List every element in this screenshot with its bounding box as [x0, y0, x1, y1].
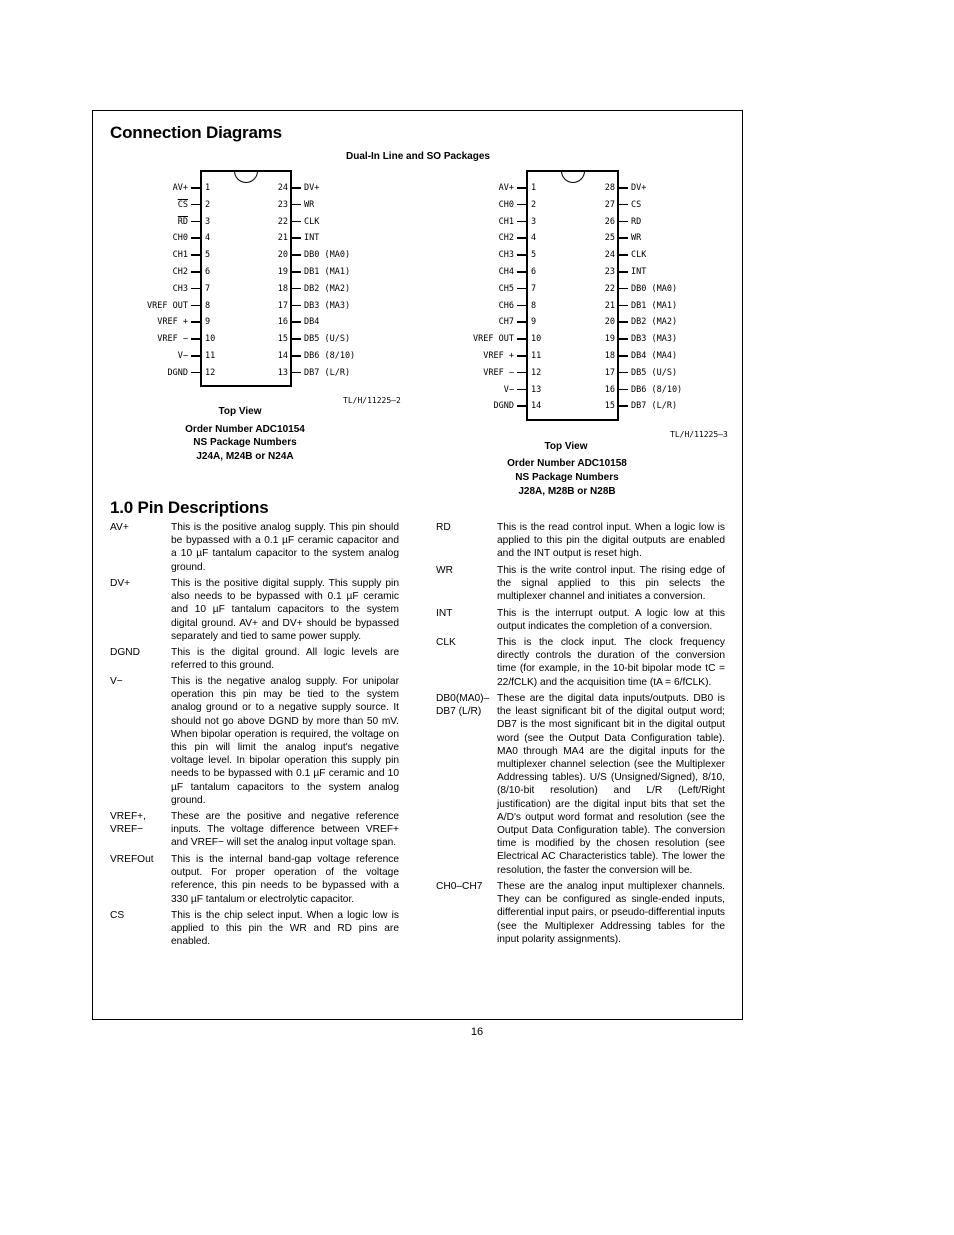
pin-number: 13 [277, 367, 288, 378]
pin-label: DB1 (MA1) [631, 300, 678, 311]
pin-lead [292, 338, 301, 340]
pin-label: VREF + [157, 317, 188, 328]
pin-definition: These are the analog input multiplexer channels. They can be configured as single-ended inputs, differential input pairs, or pseudo-differential inputs (see the Multiplexer Addressing tables for the input polarity assignments). [497, 881, 725, 945]
package-list: J24A, M24B or N24A [196, 451, 294, 462]
pin-lead [517, 405, 526, 407]
pin-lead [191, 271, 200, 273]
package-numbers-label: NS Package Numbers [515, 472, 619, 483]
order-number: Order Number ADC10154 [185, 424, 305, 435]
pin-label: DB0 (MA0) [304, 250, 351, 261]
pin-lead [619, 405, 628, 407]
pin-number: 25 [604, 233, 615, 244]
pin-label: $\overline{CS}$ [177, 199, 188, 210]
pin-label: VREF + [483, 351, 514, 361]
pin-number: 24 [604, 250, 615, 261]
pin-number: 23 [604, 267, 615, 277]
pin-number: 10 [205, 334, 216, 345]
pin-lead [619, 355, 628, 357]
pin-label: CH6 [498, 300, 514, 311]
pin-lead [517, 221, 526, 223]
pin-lead [619, 254, 628, 256]
pin-number: 22 [604, 283, 615, 294]
pin-number: 9 [531, 317, 537, 328]
pin-lead [619, 338, 628, 340]
pin-description [436, 607, 725, 633]
pin-number: 3 [205, 216, 211, 227]
pin-lead [191, 187, 200, 189]
pin-descriptions-title: 1.0 Pin Descriptions [110, 498, 269, 517]
pin-number: 7 [205, 283, 211, 294]
pin-number: 18 [277, 283, 288, 294]
pin-label: CH0 [172, 233, 188, 244]
pin-lead [517, 355, 526, 357]
pin-definition: This is the clock input. The clock frequency directly controls the duration of the conversion time (for example, in the 10-bit bipolar mode tC = 22/fCLK) and the acquisition time (tA = 6/fCLK). [497, 637, 725, 688]
figure-ref: TL/H/11225–3 [670, 430, 728, 439]
pin-lead [619, 389, 628, 391]
pin-number: 5 [531, 250, 537, 261]
pin-number: 6 [531, 267, 537, 277]
pin-label: CH0 [498, 199, 514, 210]
pin-lead [191, 338, 200, 340]
pin-label: DGND [167, 367, 188, 378]
pin-number: 27 [604, 199, 615, 210]
pin-number: 5 [205, 250, 211, 261]
pin-lead [517, 321, 526, 323]
pin-label: INT [304, 233, 320, 244]
pin-label: INT [631, 267, 647, 277]
pin-number: 1 [531, 183, 537, 193]
pin-label: DB5 (U/S) [304, 334, 351, 345]
pin-term: AV+ [110, 522, 129, 533]
pin-number: 24 [277, 183, 288, 193]
pin-lead [191, 372, 200, 374]
pin-lead [517, 305, 526, 307]
pin-label: DV+ [631, 183, 647, 193]
pin-number: 13 [531, 384, 542, 395]
pin-lead [619, 305, 628, 307]
pin-lead [292, 372, 301, 374]
pin-term: DB0(MA0)– DB7 (L/R) [436, 693, 490, 718]
pin-number: 14 [277, 351, 288, 361]
pin-label: V− [177, 351, 188, 361]
pin-number: 16 [277, 317, 288, 328]
pin-definition: This is the interrupt output. A logic low at this output indicates the completion of a conversion. [497, 608, 725, 633]
pin-label: WR [304, 199, 315, 210]
pin-lead [191, 288, 200, 290]
pin-term: CLK [436, 637, 456, 648]
pin-label: DB2 (MA2) [304, 283, 351, 294]
pin-number: 14 [531, 401, 542, 412]
pin-number: 1 [205, 183, 211, 193]
pin-number: 4 [531, 233, 537, 244]
pin-lead [619, 321, 628, 323]
pin-description [110, 646, 399, 672]
pin-term: CH0–CH7 [436, 881, 483, 892]
pin-description [110, 810, 399, 850]
pin-label: DB3 (MA3) [631, 334, 678, 345]
pin-label: CH2 [172, 267, 188, 277]
pin-label: DB7 (L/R) [304, 367, 351, 378]
pin-lead [619, 372, 628, 374]
pin-description [110, 577, 399, 643]
pin-definition: This is the write control input. The rising edge of the signal applied to this pin selects the multiplexer channel and initiates a conversion. [497, 565, 725, 603]
pin-label: AV+ [498, 183, 514, 193]
pin-label: DB7 (L/R) [631, 401, 678, 412]
pin-lead [517, 204, 526, 206]
pin-number: 12 [205, 367, 216, 378]
pin-description [436, 564, 725, 604]
pin-number: 4 [205, 233, 211, 244]
pin-term: CS [110, 910, 125, 921]
pin-label: VREF − [157, 334, 188, 345]
pin-definition: These are the positive and negative reference inputs. The voltage difference between VREF+ and VREF− will set the analog input voltage span. [171, 811, 399, 849]
pin-number: 11 [205, 351, 216, 361]
pin-label: DB2 (MA2) [631, 317, 678, 328]
pin-lead [292, 204, 301, 206]
pin-number: 6 [205, 267, 211, 277]
pin-lead [619, 187, 628, 189]
pin-number: 11 [531, 351, 542, 361]
pin-label: DB1 (MA1) [304, 267, 351, 277]
pin-lead [619, 204, 628, 206]
pin-number: 22 [277, 216, 288, 227]
pin-label: RD [631, 216, 642, 227]
pin-lead [292, 187, 301, 189]
pin-label: DV+ [304, 183, 320, 193]
package-caption: Dual-In Line and SO Packages [346, 151, 490, 162]
pin-label: CH2 [498, 233, 514, 244]
pin-label: DB4 [304, 317, 320, 328]
pin-number: 20 [277, 250, 288, 261]
pin-term: INT [436, 608, 453, 619]
pin-number: 19 [277, 267, 288, 277]
pin-term: V− [110, 676, 123, 687]
page-number: 16 [470, 1026, 484, 1038]
pin-label: DGND [493, 401, 514, 412]
pin-label: CLK [304, 216, 320, 227]
pin-description [436, 521, 725, 561]
pin-number: 8 [531, 300, 537, 311]
pin-number: 21 [277, 233, 288, 244]
pin-lead [619, 237, 628, 239]
pin-lead [517, 338, 526, 340]
pin-description [436, 636, 725, 689]
section-title: Connection Diagrams [110, 123, 282, 142]
pin-number: 3 [531, 216, 537, 227]
pin-number: 8 [205, 300, 211, 311]
pin-term: DV+ [110, 578, 131, 589]
pin-label: AV+ [172, 183, 188, 193]
pin-number: 18 [604, 351, 615, 361]
package-list: J28A, M28B or N28B [518, 486, 616, 497]
pin-description [110, 675, 399, 807]
pin-label: DB5 (U/S) [631, 367, 678, 378]
pin-label: DB6 (8/10) [631, 384, 683, 395]
pin-label: DB4 (MA4) [631, 351, 678, 361]
pin-number: 17 [604, 367, 615, 378]
pin-definition: This is the positive analog supply. This pin should be bypassed with a 0.1 µF ceramic capacitor and a 10 µF tantalum capacitor to the system analog ground. [171, 522, 399, 573]
pin-lead [292, 237, 301, 239]
pin-label: VREF OUT [147, 300, 188, 311]
pin-number: 23 [277, 199, 288, 210]
pin-label: DB6 (8/10) [304, 351, 356, 361]
pin-label: DB3 (MA3) [304, 300, 351, 311]
pin-label: CH3 [498, 250, 514, 261]
pin-lead [619, 288, 628, 290]
pin-number: 9 [205, 317, 211, 328]
pin-lead [292, 221, 301, 223]
pin-description [436, 692, 725, 877]
pin-label: CS [631, 199, 642, 210]
pin-lead [619, 271, 628, 273]
figure-ref: TL/H/11225–2 [343, 396, 401, 405]
pin-number: 17 [277, 300, 288, 311]
pin-lead [292, 288, 301, 290]
pin-label: $\overline{RD}$ [177, 216, 188, 227]
pin-definition: These are the digital data inputs/outputs. DB0 is the least significant bit of the digital output word; DB7 is the most significant bit in the digital output word (see the Output Data Configuration table). MA0 through MA4 are the digital inputs for the multiplexer channel selection (see the Multiplexer Addressing tables). U/S (Unsigned/Signed), 8/10, (8/10-bit resolution) and L/R (Left/Right justification) are the digital input bits that set the A/D's output word format and resolution (see the Output Data Configuration table). The conversion time is modified by the chosen resolution (see Electrical AC Characteristics table). The lower the resolution, the faster the conversion will be. [497, 693, 725, 876]
pin-description [110, 853, 399, 906]
pin-term: RD [436, 522, 451, 533]
pin-definition: This is the digital ground. All logic levels are referred to this ground. [171, 647, 399, 672]
pin-lead [191, 254, 200, 256]
pin-number: 16 [604, 384, 615, 395]
pin-label: WR [631, 233, 642, 244]
pin-label: CH4 [498, 267, 514, 277]
pin-lead [191, 355, 200, 357]
order-number: Order Number ADC10158 [507, 458, 627, 469]
pin-label: CH1 [498, 216, 514, 227]
pin-label: CH1 [172, 250, 188, 261]
pin-description [436, 880, 725, 946]
pin-label: CH7 [498, 317, 514, 328]
pin-definition: This is the positive digital supply. This supply pin also needs to be bypassed with 0.1 µF ceramic and 10 µF tantalum capacitors to the system digital ground. AV+ and DV+ should be bypassed separately and tied to same power supply. [171, 578, 399, 642]
pin-lead [517, 372, 526, 374]
pin-term: WR [436, 565, 453, 576]
pin-lead [517, 187, 526, 189]
pin-definition: This is the read control input. When a logic low is applied to this pin the digital outputs are enabled and the INT output is reset high. [497, 522, 725, 560]
pin-number: 15 [277, 334, 288, 345]
pin-lead [517, 271, 526, 273]
pin-number: 10 [531, 334, 542, 345]
pin-label: CLK [631, 250, 647, 261]
pin-lead [292, 305, 301, 307]
pin-term: DGND [110, 647, 140, 658]
pin-number: 20 [604, 317, 615, 328]
pin-term: VREFOut [110, 854, 154, 865]
pin-lead [292, 271, 301, 273]
pin-lead [292, 321, 301, 323]
pin-label: DB0 (MA0) [631, 283, 678, 294]
pin-number: 2 [205, 199, 211, 210]
pin-definition: This is the negative analog supply. For unipolar operation this pin may be tied to the system analog ground or to a negative supply source. It should not go above DGND by more than 50 mV. When bipolar operation is required, the voltage on this pin will limit the analog input's negative voltage level. In bipolar operation this supply pin needs to be bypassed with 0.1 µF ceramic and 10 µF tantalum capacitors to the system analog ground. [171, 676, 399, 806]
pin-label: VREF − [483, 367, 514, 378]
pin-number: 26 [604, 216, 615, 227]
pin-label: V− [503, 384, 514, 395]
pin-lead [191, 305, 200, 307]
pin-lead [292, 355, 301, 357]
pin-label: CH5 [498, 283, 514, 294]
pin-number: 7 [531, 283, 537, 294]
pin-number: 28 [604, 183, 615, 193]
top-view-label: Top View [218, 406, 262, 417]
pin-term: VREF+, VREF− [110, 811, 146, 836]
pin-number: 12 [531, 367, 542, 378]
pin-number: 15 [604, 401, 615, 412]
pin-lead [292, 254, 301, 256]
pin-description [110, 909, 399, 949]
pin-lead [517, 254, 526, 256]
package-numbers-label: NS Package Numbers [193, 437, 297, 448]
pin-lead [191, 221, 200, 223]
pin-lead [191, 321, 200, 323]
pin-lead [191, 204, 200, 206]
pin-number: 2 [531, 199, 537, 210]
pin-label: CH3 [172, 283, 188, 294]
pin-lead [619, 221, 628, 223]
pin-lead [517, 288, 526, 290]
pin-definition: This is the internal band-gap voltage reference output. For proper operation of the voltage reference, this pin needs to be bypassed with a 330 µF tantalum or electrolytic capacitor. [171, 854, 399, 905]
pin-lead [517, 389, 526, 391]
pin-definition: This is the chip select input. When a logic low is applied to this pin the WR and RD pins are enabled. [171, 910, 399, 948]
pin-description [110, 521, 399, 574]
pin-lead [191, 237, 200, 239]
top-view-label: Top View [544, 441, 588, 452]
pin-label: VREF OUT [473, 334, 514, 345]
pin-number: 19 [604, 334, 615, 345]
pin-number: 21 [604, 300, 615, 311]
pin-lead [517, 237, 526, 239]
